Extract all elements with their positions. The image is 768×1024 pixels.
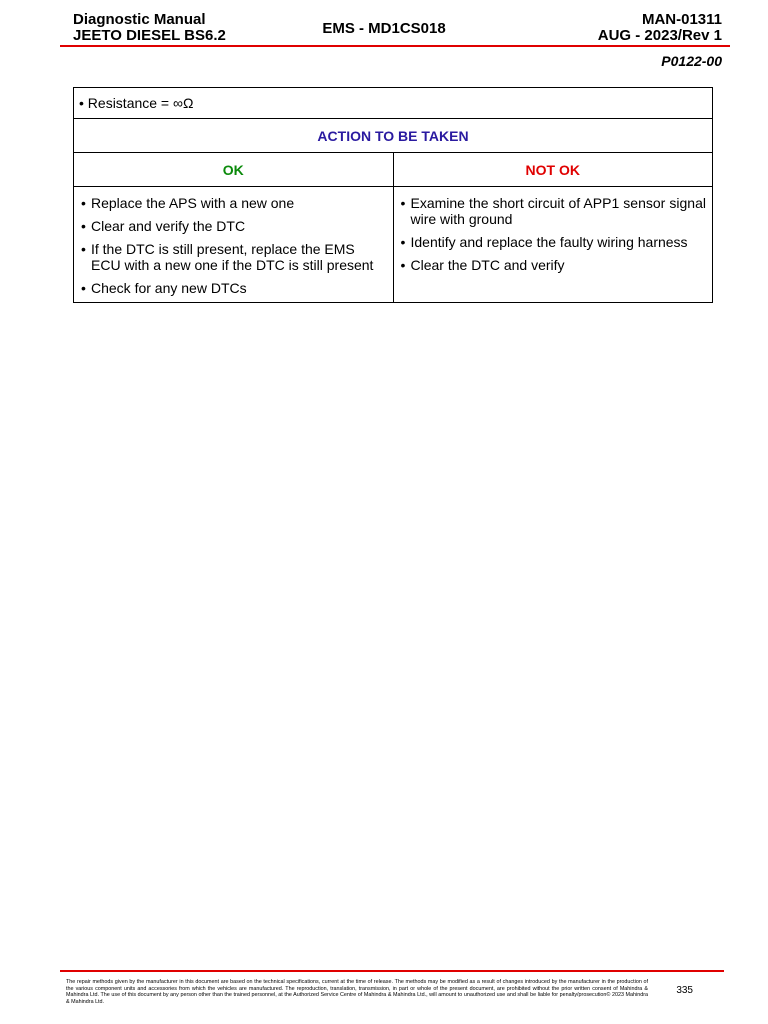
list-item: • If the DTC is still present, replace the EMS ECU with a new one if the DTC is still present [79,241,387,273]
section-title: EMS - MD1CS018 [322,20,446,37]
list-item: • Clear and verify the DTC [79,218,387,234]
page-number: 335 [676,985,693,996]
resistance-row [74,88,713,119]
doc-number: MAN-01311 [641,11,722,28]
action-heading: ACTION TO BE TAKEN [74,119,713,153]
list-item: • Replace the APS with a new one [79,195,387,211]
not-ok-heading: NOT OK [393,153,713,187]
steps-row [74,187,713,303]
list-item: • Clear the DTC and verify [399,257,707,273]
footer-disclaimer: The repair methods given by the manufacturer in this document are based on the technical specifications, current at the time of release. The methods may be modified as a result of changes introduced by the manufacturer in the production of the various component units and accessories from which the vehicles are manufactured. The reproduction, translation, transmission, in part or whole of the present document, are prohibited without the prior written consent of Mahindra & Mahindra Ltd. The use of this document by any person other than the trained personnel, at the Authorized Service Centre of Mahindra & Mahindra Ltd., will amount to unauthorized use and shall be liable for penalty/prosecution© 2023 Mahindra & Mahindra Ltd. [66,979,648,1005]
ok-heading: OK [74,153,394,187]
resistance-cell: • Resistance = ∞Ω [74,88,713,119]
footer-divider [60,970,724,972]
result-heading-row [74,153,713,187]
model-name: JEETO DIESEL BS6.2 [73,27,226,44]
manual-title: Diagnostic Manual [73,11,206,28]
header-right [598,12,722,44]
not-ok-steps-list [399,195,707,273]
list-item: • Examine the short circuit of APP1 sensor signal wire with ground [399,195,707,227]
revision: AUG - 2023/Rev 1 [597,27,722,44]
not-ok-steps-cell [393,187,713,303]
action-heading-row [74,119,713,153]
ok-steps-cell [74,187,394,303]
dtc-code: P0122-00 [661,53,722,69]
action-table [73,87,713,303]
list-item: • Identify and replace the faulty wiring harness [399,234,707,250]
ok-steps-list [79,195,387,296]
header-divider [60,45,730,47]
list-item: • Check for any new DTCs [79,280,387,296]
